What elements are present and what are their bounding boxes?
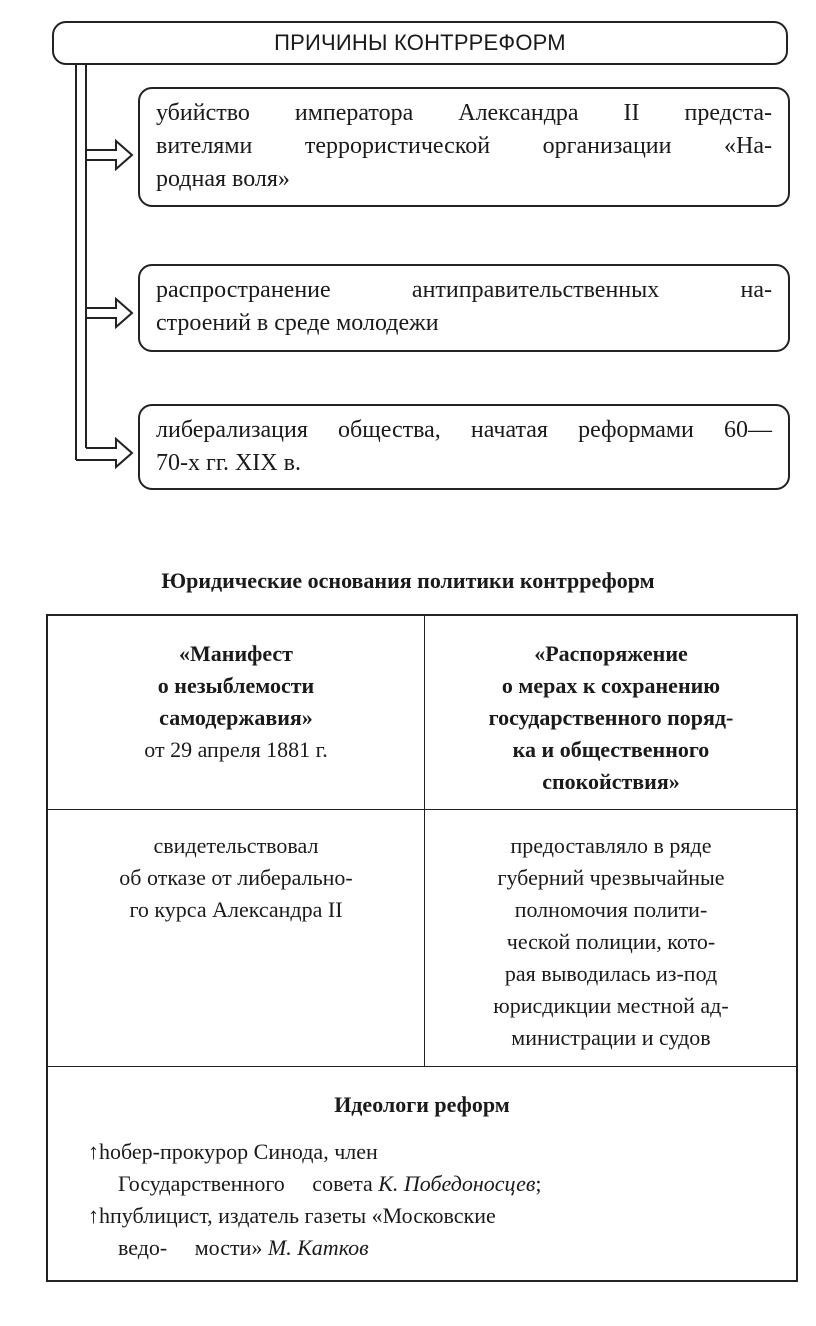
manifest-name-line: «Манифест: [179, 641, 293, 666]
ideologist-name: К. Победоносцев: [378, 1171, 536, 1196]
manifest-desc-line: свидетельствовал: [153, 833, 319, 858]
ideologist-role: публицист, издатель газеты «Московские: [110, 1203, 496, 1228]
cause-text-line: родная воля»: [156, 166, 290, 192]
legal-section-title: Юридические основания политики контрреформ: [161, 568, 655, 593]
rasporyazhenie-header-cell: [424, 638, 798, 798]
table-row-divider: [48, 809, 796, 810]
cause-text-line: строений в среде молодежи: [156, 310, 439, 336]
ideologist-item-pobedonostsev: [88, 1136, 378, 1168]
rasporyazhenie-desc-line: полномочия полити-: [514, 897, 708, 922]
rasporyazhenie-description-cell: [424, 830, 798, 1054]
rasporyazhenie-name-line: ка и общественного: [512, 737, 710, 762]
rasporyazhenie-name-line: государственного поряд-: [488, 705, 734, 730]
manifest-desc-line: го курса Александра II: [129, 897, 343, 922]
rasporyazhenie-name-line: «Распоряжение: [534, 641, 688, 666]
cause-text-line: убийство императора Александра II предста-: [156, 100, 772, 126]
cause-text-line: либерализация общества, начатая реформами 60—: [156, 417, 772, 443]
arrow-1: [86, 141, 132, 169]
legal-basis-table: [46, 614, 798, 1282]
ideologist-item-pobedonostsev-cont: [118, 1168, 542, 1200]
arrow-2: [86, 299, 132, 327]
rasporyazhenie-desc-line: предоставляло в ряде: [510, 833, 712, 858]
cause-box-youth-sentiment: [138, 264, 790, 352]
cause-box-liberalization: [138, 404, 790, 490]
cause-text-line: 70-х гг. XIX в.: [156, 450, 301, 476]
rasporyazhenie-desc-line: губерний чрезвычайные: [497, 865, 725, 890]
rasporyazhenie-name-line: спокойствия»: [542, 769, 680, 794]
rasporyazhenie-name-line: о мерах к сохранению: [501, 673, 721, 698]
ideologist-item-katkov-cont: [118, 1232, 369, 1264]
rasporyazhenie-desc-line: рая выводилась из-под: [504, 961, 718, 986]
rasporyazhenie-desc-line: юрисдикции местной ад-: [493, 993, 729, 1018]
manifest-name-line: самодержавия»: [159, 705, 313, 730]
bullet-marker: ↑h: [88, 1203, 110, 1228]
ideologist-suffix: ;: [535, 1171, 542, 1196]
manifest-description-cell: [48, 830, 424, 926]
ideologist-role-cont: Государственного совета: [118, 1171, 379, 1196]
ideologist-item-katkov: [88, 1200, 496, 1232]
rasporyazhenie-desc-line: министрации и судов: [511, 1025, 711, 1050]
cause-box-assassination: [138, 87, 790, 207]
table-row-divider: [48, 1066, 796, 1067]
manifest-desc-line: об отказе от либерально-: [119, 865, 353, 890]
rasporyazhenie-desc-line: ческой полиции, кото-: [506, 929, 716, 954]
ideologist-name: М. Катков: [267, 1235, 369, 1260]
cause-text-line: распространение антиправительственных на-: [156, 277, 772, 303]
arrow-3: [76, 439, 132, 467]
ideologist-role: обер-прокурор Синода, член: [110, 1139, 378, 1164]
ideologist-role-cont: ведо- мости»: [118, 1235, 268, 1260]
manifest-header-cell: [48, 638, 424, 766]
causes-title: ПРИЧИНЫ КОНТРРЕФОРМ: [274, 30, 566, 55]
bullet-marker: ↑h: [88, 1139, 110, 1164]
manifest-date: от 29 апреля 1881 г.: [144, 737, 328, 762]
ideologists-title: Идеологи реформ: [334, 1092, 510, 1117]
cause-text-line: вителями террористической организации «На-: [156, 133, 772, 159]
manifest-name-line: о незыблемости: [157, 673, 315, 698]
